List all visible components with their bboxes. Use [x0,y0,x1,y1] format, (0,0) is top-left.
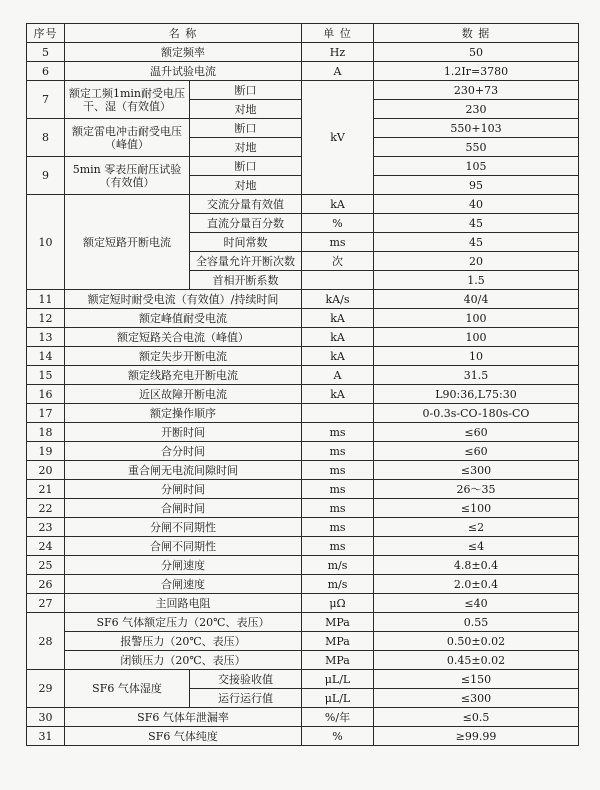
row-no: 7 [27,81,65,119]
row-no: 18 [27,423,65,442]
row-value: 230 [374,100,579,119]
header-unit: 单 位 [302,24,374,43]
row-no: 10 [27,195,65,290]
header-data: 数 据 [374,24,579,43]
table-row [27,651,579,670]
row-unit: ms [302,442,374,461]
row-unit: ms [302,461,374,480]
row-sub-label: 对地 [190,176,302,195]
row-value: 26～35 [374,480,579,499]
table-row [27,442,579,461]
row-value: ≤0.5 [374,708,579,727]
row-unit: m/s [302,575,374,594]
row-no: 9 [27,157,65,195]
row-value: 2.0±0.4 [374,575,579,594]
table-row [27,499,579,518]
table-row [27,480,579,499]
header-row [27,24,579,43]
row-no: 14 [27,347,65,366]
row-name: 5min 零表压耐压试验 （有效值） [65,157,190,195]
row-no: 22 [27,499,65,518]
row-name: 分闸时间 [65,480,302,499]
row-value: 0-0.3s-CO-180s-CO [374,404,579,423]
row-value: 100 [374,309,579,328]
header-no: 序号 [27,24,65,43]
row-unit: kA/s [302,290,374,309]
table-row [27,62,579,81]
table-row [27,43,579,62]
row-unit: kA [302,385,374,404]
table-row [27,613,579,632]
row-value: 1.2Ir=3780 [374,62,579,81]
row-value: ≤40 [374,594,579,613]
table-row [27,347,579,366]
table-row [27,404,579,423]
row-value: ≤60 [374,442,579,461]
row-sub-label: 对地 [190,138,302,157]
row-unit: μΩ [302,594,374,613]
row-no: 16 [27,385,65,404]
row-no: 13 [27,328,65,347]
row-value: 50 [374,43,579,62]
table-row [27,727,579,746]
row-unit [302,404,374,423]
row-no: 12 [27,309,65,328]
row-unit: kV [302,81,374,195]
row-value: 0.45±0.02 [374,651,579,670]
row-unit: ms [302,423,374,442]
row-no: 30 [27,708,65,727]
row-name: 额定峰值耐受电流 [65,309,302,328]
row-unit: MPa [302,651,374,670]
row-name: 额定操作顺序 [65,404,302,423]
row-sub-label: 闭锁压力（20℃、表压） [65,651,302,670]
row-name: 合分时间 [65,442,302,461]
row-value: 105 [374,157,579,176]
table-row [27,81,579,100]
row-value: ≤2 [374,518,579,537]
row-value: 0.50±0.02 [374,632,579,651]
row-no: 15 [27,366,65,385]
row-name: 主回路电阻 [65,594,302,613]
row-unit: % [302,214,374,233]
row-value: 45 [374,214,579,233]
row-no: 27 [27,594,65,613]
row-unit: ms [302,537,374,556]
row-no: 5 [27,43,65,62]
table-row [27,518,579,537]
row-sub-label: 报警压力（20℃、表压） [65,632,302,651]
row-unit: m/s [302,556,374,575]
row-sub-label: 断口 [190,157,302,176]
row-unit: ms [302,233,374,252]
row-value: 40/4 [374,290,579,309]
row-name: 额定短路关合电流（峰值） [65,328,302,347]
row-unit: ms [302,518,374,537]
table-row [27,537,579,556]
row-no: 24 [27,537,65,556]
row-sub-label: 断口 [190,81,302,100]
row-unit: kA [302,309,374,328]
table-row [27,670,579,689]
table-row [27,556,579,575]
row-no: 11 [27,290,65,309]
row-value: 230+73 [374,81,579,100]
row-value: 10 [374,347,579,366]
row-value: 45 [374,233,579,252]
row-no: 17 [27,404,65,423]
row-name: 额定短路开断电流 [65,195,190,290]
table-row [27,594,579,613]
row-value: 31.5 [374,366,579,385]
row-unit: μL/L [302,689,374,708]
row-unit: μL/L [302,670,374,689]
row-no: 19 [27,442,65,461]
table-row [27,328,579,347]
row-value: 95 [374,176,579,195]
row-sub-label: 时间常数 [190,233,302,252]
row-value: ≤60 [374,423,579,442]
row-no: 21 [27,480,65,499]
row-no: 25 [27,556,65,575]
row-name: SF6 气体纯度 [65,727,302,746]
row-name: 额定雷电冲击耐受电压 （峰值） [65,119,190,157]
row-value: L90:36,L75:30 [374,385,579,404]
table-row [27,195,579,214]
table-row [27,575,579,594]
row-value: ≤300 [374,461,579,480]
table-row [27,708,579,727]
row-value: 100 [374,328,579,347]
row-unit: % [302,727,374,746]
row-name: 近区故障开断电流 [65,385,302,404]
row-name: 分闸不同期性 [65,518,302,537]
row-name: SF6 气体年泄漏率 [65,708,302,727]
row-sub-label: SF6 气体额定压力（20℃、表压） [65,613,302,632]
row-unit: Hz [302,43,374,62]
row-no: 31 [27,727,65,746]
table-row [27,309,579,328]
row-value: 40 [374,195,579,214]
row-unit: ms [302,499,374,518]
row-value: 550 [374,138,579,157]
row-unit: ms [302,480,374,499]
spec-table [26,23,579,746]
row-no: 23 [27,518,65,537]
row-unit: A [302,366,374,385]
row-unit: %/年 [302,708,374,727]
row-name: 开断时间 [65,423,302,442]
row-name: 额定频率 [65,43,302,62]
table-row [27,366,579,385]
row-name: SF6 气体湿度 [65,670,190,708]
row-unit: kA [302,328,374,347]
row-name: 额定短时耐受电流（有效值）/持续时间 [65,290,302,309]
row-no: 6 [27,62,65,81]
row-no: 29 [27,670,65,708]
row-sub-label: 交流分量有效值 [190,195,302,214]
table-row [27,632,579,651]
row-name: 额定工频1min耐受电压 干、湿（有效值） [65,81,190,119]
row-unit [302,271,374,290]
row-unit: 次 [302,252,374,271]
header-name: 名 称 [65,24,302,43]
row-no: 8 [27,119,65,157]
row-value: 4.8±0.4 [374,556,579,575]
row-no: 28 [27,613,65,670]
table-row [27,461,579,480]
row-value: 0.55 [374,613,579,632]
row-sub-label: 运行运行值 [190,689,302,708]
row-sub-label: 对地 [190,100,302,119]
row-name: 重合闸无电流间隙时间 [65,461,302,480]
row-no: 26 [27,575,65,594]
table-row [27,423,579,442]
row-value: 20 [374,252,579,271]
row-value: ≤300 [374,689,579,708]
row-unit: A [302,62,374,81]
table-row [27,290,579,309]
row-name: 温升试验电流 [65,62,302,81]
row-unit: kA [302,347,374,366]
row-sub-label: 直流分量百分数 [190,214,302,233]
row-value: ≥99.99 [374,727,579,746]
row-value: 1.5 [374,271,579,290]
row-name: 额定线路充电开断电流 [65,366,302,385]
row-sub-label: 全容量允许开断次数 [190,252,302,271]
row-unit: MPa [302,613,374,632]
row-unit: kA [302,195,374,214]
row-value: ≤150 [374,670,579,689]
row-no: 20 [27,461,65,480]
row-unit: MPa [302,632,374,651]
row-sub-label: 断口 [190,119,302,138]
row-name: 额定失步开断电流 [65,347,302,366]
row-name: 合闸时间 [65,499,302,518]
table-row [27,385,579,404]
row-value: ≤4 [374,537,579,556]
row-name: 合闸不同期性 [65,537,302,556]
row-name: 分闸速度 [65,556,302,575]
row-value: 550+103 [374,119,579,138]
row-sub-label: 交接验收值 [190,670,302,689]
row-value: ≤100 [374,499,579,518]
row-name: 合闸速度 [65,575,302,594]
row-sub-label: 首相开断系数 [190,271,302,290]
